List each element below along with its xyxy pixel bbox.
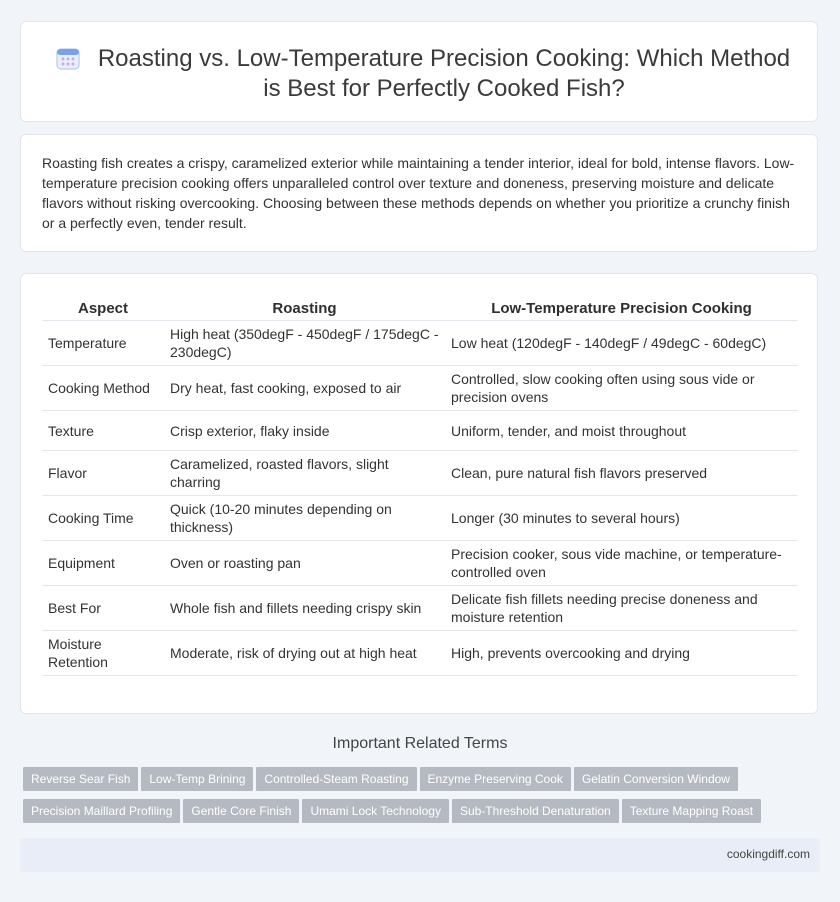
related-terms-list: [23, 767, 823, 831]
related-term-tag[interactable]: Low-Temp Brining: [141, 767, 253, 791]
cell-precision: Controlled, slow cooking often using sous vide or precision ovens: [445, 366, 798, 411]
table-row: [42, 541, 798, 586]
cell-precision: Low heat (120degF - 140degF / 49degC - 60degC): [445, 321, 798, 366]
cell-precision: High, prevents overcooking and drying: [445, 631, 798, 676]
cell-aspect: Texture: [42, 411, 164, 451]
comparison-table: [42, 296, 798, 676]
related-term-tag[interactable]: Gentle Core Finish: [183, 799, 299, 823]
cell-precision: Longer (30 minutes to several hours): [445, 496, 798, 541]
page-title: Roasting vs. Low-Temperature Precision Cooking: Which Method is Best for Perfectly Cooked Fish?: [97, 45, 791, 102]
cell-roasting: Caramelized, roasted flavors, slight charring: [164, 451, 445, 496]
cell-aspect: Cooking Time: [42, 496, 164, 541]
title-card: [20, 21, 818, 122]
related-term-tag[interactable]: Texture Mapping Roast: [622, 799, 761, 823]
cell-roasting: Moderate, risk of drying out at high heat: [164, 631, 445, 676]
site-link[interactable]: cookingdiff.com: [726, 847, 810, 861]
table-row: [42, 586, 798, 631]
table-header-row: [42, 296, 798, 321]
table-row: [42, 451, 798, 496]
cell-roasting: Oven or roasting pan: [164, 541, 445, 586]
calendar-icon: [56, 47, 80, 71]
footer: [20, 838, 820, 872]
related-term-tag[interactable]: Sub-Threshold Denaturation: [452, 799, 619, 823]
cell-precision: Delicate fish fillets needing precise doneness and moisture retention: [445, 586, 798, 631]
cell-roasting: Quick (10-20 minutes depending on thickness): [164, 496, 445, 541]
table-row: [42, 496, 798, 541]
cell-precision: Precision cooker, sous vide machine, or temperature-controlled oven: [445, 541, 798, 586]
cell-roasting: Dry heat, fast cooking, exposed to air: [164, 366, 445, 411]
cell-roasting: Whole fish and fillets needing crispy skin: [164, 586, 445, 631]
cell-aspect: Temperature: [42, 321, 164, 366]
intro-paragraph: Roasting fish creates a crispy, caramelized exterior while maintaining a tender interior, ideal for bold, intense flavors. Low-temperature precision cooking offers unparalleled control over texture and doneness, preserving moisture and delicate flavors without risking overcooking. Choosing between these methods depends on whether you prioritize a crunchy finish or a perfectly even, tender result.: [42, 155, 795, 231]
cell-roasting: High heat (350degF - 450degF / 175degC - 230degC): [164, 321, 445, 366]
cell-aspect: Best For: [42, 586, 164, 631]
header-aspect: Aspect: [42, 296, 164, 321]
cell-precision: Clean, pure natural fish flavors preserved: [445, 451, 798, 496]
cell-aspect: Cooking Method: [42, 366, 164, 411]
cell-aspect: Equipment: [42, 541, 164, 586]
cell-roasting: Crisp exterior, flaky inside: [164, 411, 445, 451]
cell-aspect: Moisture Retention: [42, 631, 164, 676]
header-roasting: Roasting: [164, 296, 445, 321]
table-row: [42, 366, 798, 411]
cell-precision: Uniform, tender, and moist throughout: [445, 411, 798, 451]
table-row: [42, 411, 798, 451]
intro-card: [20, 134, 818, 252]
related-term-tag[interactable]: Precision Maillard Profiling: [23, 799, 180, 823]
table-row: [42, 631, 798, 676]
related-term-tag[interactable]: Umami Lock Technology: [302, 799, 449, 823]
related-term-tag[interactable]: Reverse Sear Fish: [23, 767, 138, 791]
related-term-tag[interactable]: Enzyme Preserving Cook: [420, 767, 571, 791]
comparison-card: [20, 273, 818, 714]
related-term-tag[interactable]: Gelatin Conversion Window: [574, 767, 738, 791]
related-terms-title: Important Related Terms: [332, 735, 508, 752]
table-row: [42, 321, 798, 366]
header-precision: Low-Temperature Precision Cooking: [445, 296, 798, 321]
cell-aspect: Flavor: [42, 451, 164, 496]
related-term-tag[interactable]: Controlled-Steam Roasting: [256, 767, 416, 791]
